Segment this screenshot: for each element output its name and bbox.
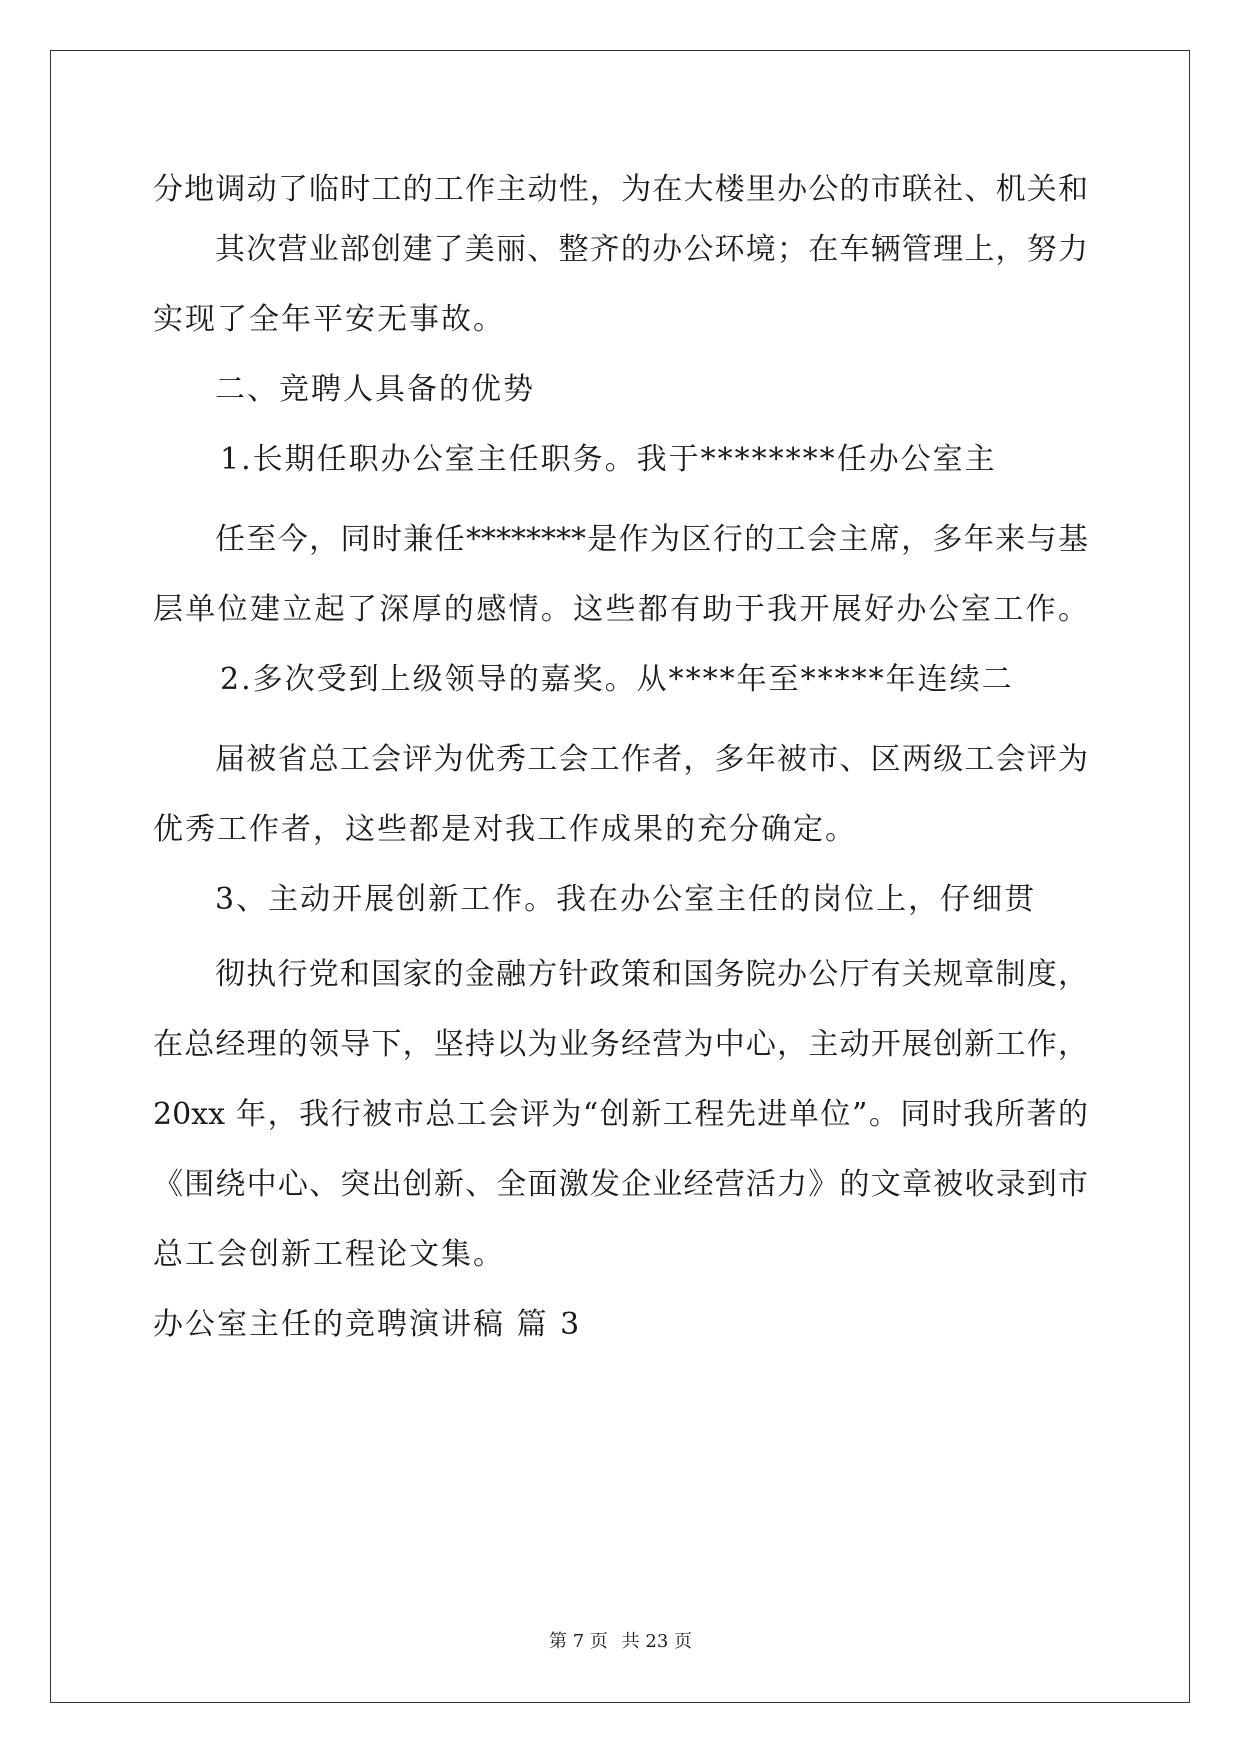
body-line-6: 任至今，同时兼任********是作为区行的工会主席，多年来与基 xyxy=(215,522,1088,557)
page-footer xyxy=(0,1630,1241,1654)
body-line-3: 实现了全年平安无事故。 xyxy=(153,302,505,337)
section-heading-advantages: 二、竞聘人具备的优势 xyxy=(215,372,535,407)
body-line-14: 20xx 年，我行被市总工会评为“创新工程先进单位”。同时我所著的 xyxy=(153,1097,1088,1132)
page-border xyxy=(50,50,1190,1703)
body-line-11: 3、主动开展创新工作。我在办公室主任的岗位上，仔细贯 xyxy=(215,882,1037,917)
body-line-12: 彻执行党和国家的金融方针政策和国务院办公厅有关规章制度， xyxy=(215,957,1088,992)
body-line-9: 届被省总工会评为优秀工会工作者，多年被市、区两级工会评为 xyxy=(215,742,1088,777)
page-total: 共 23 页 xyxy=(621,1631,692,1652)
body-line-16: 总工会创新工程论文集。 xyxy=(153,1237,505,1272)
section-heading-speech-3: 办公室主任的竞聘演讲稿 篇 3 xyxy=(153,1307,582,1342)
body-line-13: 在总经理的领导下，坚持以为业务经营为中心，主动开展创新工作， xyxy=(153,1027,1088,1062)
body-line-10: 优秀工作者，这些都是对我工作成果的充分确定。 xyxy=(153,812,857,847)
body-line-5: 1.长期任职办公室主任职务。我于********任办公室主 xyxy=(220,442,997,477)
body-line-7: 层单位建立起了深厚的感情。这些都有助于我开展好办公室工作。 xyxy=(153,592,1088,627)
body-line-8: 2.多次受到上级领导的嘉奖。从****年至*****年连续二 xyxy=(220,662,1014,697)
body-line-1: 分地调动了临时工的工作主动性，为在大楼里办公的市联社、机关和 xyxy=(153,172,1088,207)
body-line-15: 《围绕中心、突出创新、全面激发企业经营活力》的文章被收录到市 xyxy=(153,1167,1088,1202)
body-line-2: 其次营业部创建了美丽、整齐的办公环境；在车辆管理上，努力 xyxy=(215,232,1088,267)
page-number: 第 7 页 xyxy=(549,1631,608,1652)
